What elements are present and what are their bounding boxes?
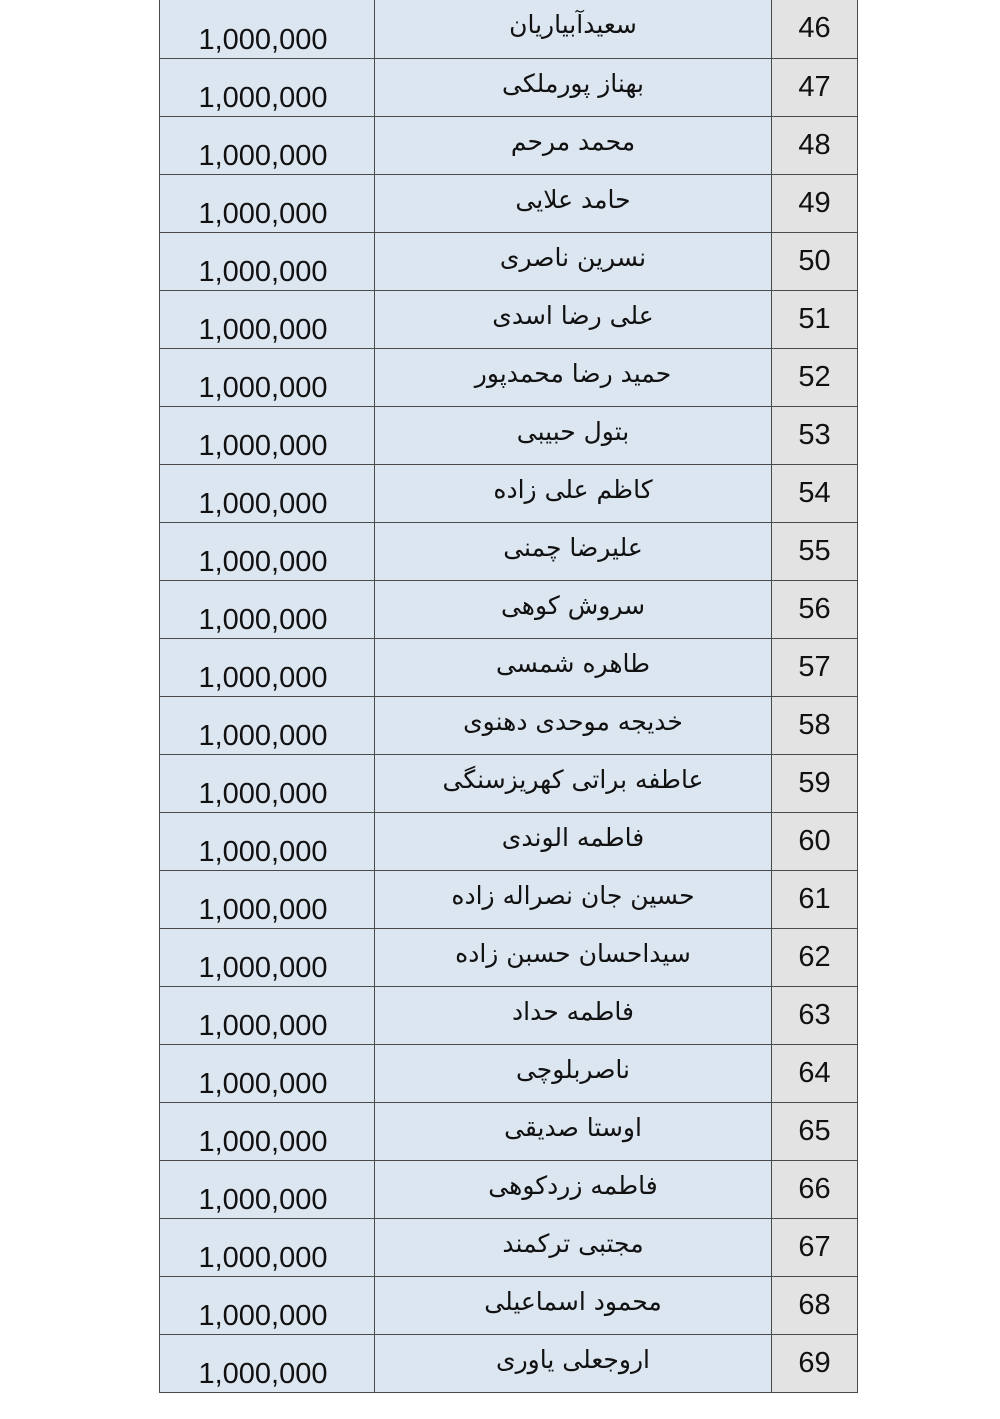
row-number-cell: 64 xyxy=(772,1044,858,1102)
table-row xyxy=(160,580,858,638)
name-value: طاهره شمسی xyxy=(495,648,651,678)
amount-cell xyxy=(160,1334,375,1392)
name-cell xyxy=(375,638,772,696)
name-value: حسین جان نصراله زاده xyxy=(451,880,695,910)
amount-value: 1,000,000 xyxy=(198,1183,328,1216)
table-row xyxy=(160,1102,858,1160)
name-cell xyxy=(375,290,772,348)
name-value: اوستا صدیقی xyxy=(504,1112,642,1142)
name-cell xyxy=(375,696,772,754)
name-value: نسرین ناصری xyxy=(499,242,647,272)
name-value: علی رضا اسدی xyxy=(492,300,654,330)
row-number-cell: 60 xyxy=(772,812,858,870)
amount-cell xyxy=(160,232,375,290)
row-number-cell: 67 xyxy=(772,1218,858,1276)
table-row xyxy=(160,1044,858,1102)
name-value: سعیدآبیاریان xyxy=(509,10,637,39)
table-row xyxy=(160,232,858,290)
amount-cell xyxy=(160,1044,375,1102)
row-number-cell: 53 xyxy=(772,406,858,464)
name-value: خدیجه موحدی دهنوی xyxy=(463,706,683,736)
amount-cell xyxy=(160,870,375,928)
row-number-cell: 56 xyxy=(772,580,858,638)
table-row xyxy=(160,812,858,870)
name-cell xyxy=(375,870,772,928)
table-row xyxy=(160,522,858,580)
row-number-cell: 55 xyxy=(772,522,858,580)
row-number-cell: 51 xyxy=(772,290,858,348)
amount-value: 1,000,000 xyxy=(198,951,328,984)
name-cell xyxy=(375,232,772,290)
amount-cell xyxy=(160,1218,375,1276)
name-value: کاظم علی زاده xyxy=(493,474,653,504)
amount-value: 1,000,000 xyxy=(198,1357,328,1390)
row-number-cell: 61 xyxy=(772,870,858,928)
name-value: محمود اسماعیلی xyxy=(484,1286,662,1316)
name-value: حمید رضا محمدپور xyxy=(474,358,672,388)
name-value: ناصربلوچی xyxy=(515,1054,631,1084)
amount-cell xyxy=(160,174,375,232)
table-row xyxy=(160,638,858,696)
table-row xyxy=(160,1218,858,1276)
table-row xyxy=(160,1276,858,1334)
name-value: حامد علایی xyxy=(515,184,631,214)
amount-cell xyxy=(160,754,375,812)
row-number-cell: 46 xyxy=(772,0,858,58)
amount-value: 1,000,000 xyxy=(198,1125,328,1158)
row-number-cell: 59 xyxy=(772,754,858,812)
name-cell xyxy=(375,812,772,870)
name-cell xyxy=(375,754,772,812)
row-number-cell: 68 xyxy=(772,1276,858,1334)
name-cell xyxy=(375,0,772,58)
row-number-cell: 62 xyxy=(772,928,858,986)
row-number-cell: 48 xyxy=(772,116,858,174)
row-number-cell: 66 xyxy=(772,1160,858,1218)
name-value: محمد مرحم xyxy=(510,126,636,156)
row-number-cell: 58 xyxy=(772,696,858,754)
name-value: بهناز پورملکی xyxy=(502,68,644,98)
amount-cell xyxy=(160,290,375,348)
amount-value: 1,000,000 xyxy=(198,81,328,114)
amount-cell xyxy=(160,116,375,174)
name-cell xyxy=(375,580,772,638)
amount-value: 1,000,000 xyxy=(198,429,328,462)
name-cell xyxy=(375,522,772,580)
table-row xyxy=(160,754,858,812)
name-cell xyxy=(375,928,772,986)
row-number-cell: 54 xyxy=(772,464,858,522)
amount-cell xyxy=(160,928,375,986)
name-cell xyxy=(375,1218,772,1276)
table-row xyxy=(160,174,858,232)
amount-value: 1,000,000 xyxy=(198,893,328,926)
amount-cell xyxy=(160,348,375,406)
amount-value: 1,000,000 xyxy=(198,777,328,810)
amount-value: 1,000,000 xyxy=(198,139,328,172)
amount-value: 1,000,000 xyxy=(198,255,328,288)
name-cell xyxy=(375,174,772,232)
donor-table xyxy=(159,0,858,1393)
name-cell xyxy=(375,348,772,406)
row-number-cell: 57 xyxy=(772,638,858,696)
amount-value: 1,000,000 xyxy=(198,23,328,56)
amount-value: 1,000,000 xyxy=(198,661,328,694)
amount-value: 1,000,000 xyxy=(198,197,328,230)
row-number-cell: 52 xyxy=(772,348,858,406)
amount-value: 1,000,000 xyxy=(198,835,328,868)
amount-value: 1,000,000 xyxy=(198,1009,328,1042)
row-number-cell: 50 xyxy=(772,232,858,290)
amount-cell xyxy=(160,1160,375,1218)
name-value: بتول حبیبی xyxy=(516,416,630,446)
amount-cell xyxy=(160,406,375,464)
amount-value: 1,000,000 xyxy=(198,1299,328,1332)
amount-cell xyxy=(160,638,375,696)
name-value: اروجعلی یاوری xyxy=(496,1344,650,1374)
name-cell xyxy=(375,1160,772,1218)
name-cell xyxy=(375,1044,772,1102)
name-cell xyxy=(375,986,772,1044)
row-number-cell: 65 xyxy=(772,1102,858,1160)
amount-value: 1,000,000 xyxy=(198,487,328,520)
name-cell xyxy=(375,58,772,116)
amount-cell xyxy=(160,1102,375,1160)
amount-cell xyxy=(160,464,375,522)
amount-value: 1,000,000 xyxy=(198,719,328,752)
amount-value: 1,000,000 xyxy=(198,1067,328,1100)
row-number-cell: 63 xyxy=(772,986,858,1044)
name-cell xyxy=(375,464,772,522)
row-number-cell: 47 xyxy=(772,58,858,116)
table-row xyxy=(160,348,858,406)
table-row xyxy=(160,406,858,464)
amount-cell xyxy=(160,1276,375,1334)
amount-value: 1,000,000 xyxy=(198,545,328,578)
name-value: علیرضا چمنی xyxy=(503,532,643,562)
name-value: عاطفه براتی کهریزسنگی xyxy=(442,764,704,794)
row-number-cell: 69 xyxy=(772,1334,858,1392)
amount-cell xyxy=(160,986,375,1044)
table-row xyxy=(160,928,858,986)
name-value: سیداحسان حسبن زاده xyxy=(455,938,691,968)
table-row xyxy=(160,870,858,928)
amount-value: 1,000,000 xyxy=(198,603,328,636)
name-value: مجتبی ترکمند xyxy=(502,1228,644,1258)
name-cell xyxy=(375,406,772,464)
table-row xyxy=(160,696,858,754)
table-row xyxy=(160,1160,858,1218)
amount-value: 1,000,000 xyxy=(198,371,328,404)
amount-cell xyxy=(160,812,375,870)
amount-value: 1,000,000 xyxy=(198,313,328,346)
row-number-cell: 49 xyxy=(772,174,858,232)
amount-cell xyxy=(160,522,375,580)
name-cell xyxy=(375,1334,772,1392)
table-row xyxy=(160,58,858,116)
name-value: فاطمه زردکوهی xyxy=(488,1170,658,1200)
name-value: فاطمه حداد xyxy=(512,996,634,1026)
table-row xyxy=(160,116,858,174)
amount-cell xyxy=(160,58,375,116)
table-row xyxy=(160,986,858,1044)
amount-value: 1,000,000 xyxy=(198,1241,328,1274)
donor-table-body xyxy=(160,0,858,1392)
table-row xyxy=(160,290,858,348)
name-cell xyxy=(375,1276,772,1334)
name-value: سروش کوهی xyxy=(500,590,646,620)
name-cell xyxy=(375,1102,772,1160)
amount-cell xyxy=(160,696,375,754)
amount-cell xyxy=(160,0,375,58)
name-cell xyxy=(375,116,772,174)
table-row xyxy=(160,1334,858,1392)
table-row xyxy=(160,0,858,58)
name-value: فاطمه الوندی xyxy=(501,822,645,852)
table-row xyxy=(160,464,858,522)
amount-cell xyxy=(160,580,375,638)
